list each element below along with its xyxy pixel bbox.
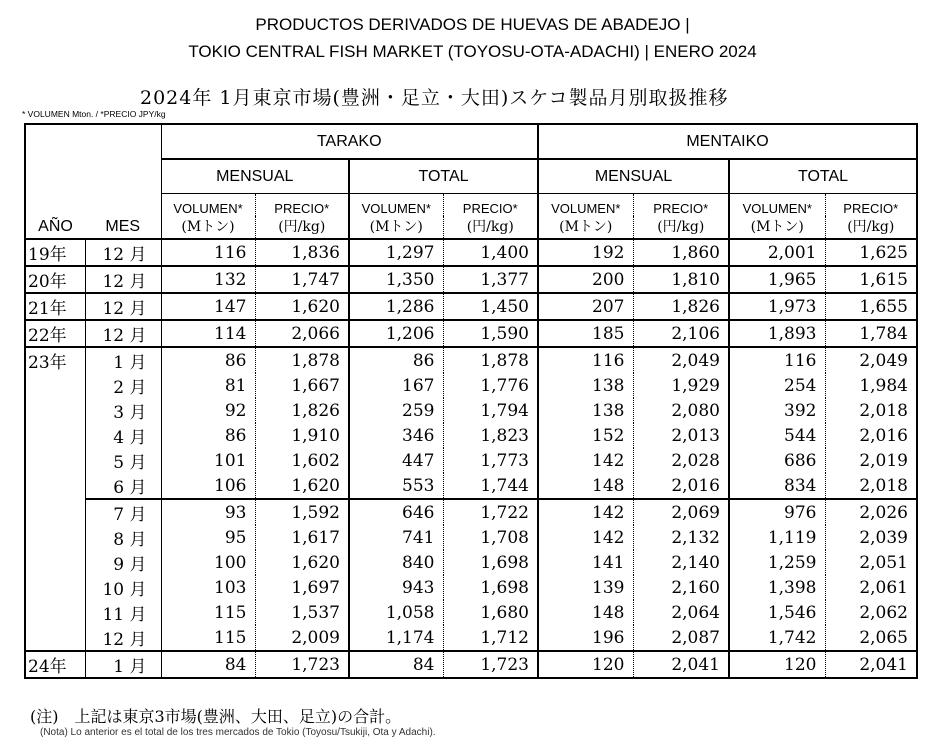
cell-t-m-vol: 95 bbox=[161, 525, 255, 550]
cell-t-t-pr: 1,794 bbox=[443, 398, 538, 423]
cell-t-t-vol: 741 bbox=[349, 525, 443, 550]
header-vol-unit: (Mトン) bbox=[161, 216, 255, 239]
cell-year bbox=[25, 373, 85, 398]
cell-t-t-vol: 346 bbox=[349, 423, 443, 448]
cell-t-t-vol: 447 bbox=[349, 448, 443, 473]
cell-t-m-vol: 101 bbox=[161, 448, 255, 473]
table-row bbox=[25, 373, 917, 398]
cell-m-t-vol: 1,973 bbox=[729, 293, 825, 320]
cell-m-m-vol: 142 bbox=[538, 525, 633, 550]
header-mentaiko-total: TOTAL bbox=[729, 159, 917, 194]
header-volumen: VOLUMEN* bbox=[161, 194, 255, 217]
cell-year bbox=[25, 398, 85, 423]
cell-m-m-pr: 2,106 bbox=[633, 320, 729, 347]
header-vol-unit: (Mトン) bbox=[349, 216, 443, 239]
cell-m-m-pr: 2,160 bbox=[633, 575, 729, 600]
cell-t-m-vol: 86 bbox=[161, 423, 255, 448]
cell-m-t-vol: 120 bbox=[729, 651, 825, 678]
table-row bbox=[25, 293, 917, 320]
cell-month: 9 月 bbox=[113, 555, 147, 575]
cell-m-m-vol: 148 bbox=[538, 473, 633, 499]
header-vol-unit: (Mトン) bbox=[538, 216, 633, 239]
cell-m-m-vol: 142 bbox=[538, 499, 633, 525]
title-line-1: PRODUCTOS DERIVADOS DE HUEVAS DE ABADEJO | bbox=[255, 15, 690, 34]
cell-m-t-vol: 392 bbox=[729, 398, 825, 423]
cell-t-m-vol: 93 bbox=[161, 499, 255, 525]
header-ano: AÑO bbox=[25, 124, 85, 239]
cell-t-m-vol: 84 bbox=[161, 651, 255, 678]
cell-m-t-vol: 1,119 bbox=[729, 525, 825, 550]
cell-month: 11 月 bbox=[102, 605, 147, 625]
cell-t-t-pr: 1,776 bbox=[443, 373, 538, 398]
cell-t-m-pr: 1,620 bbox=[255, 293, 349, 320]
cell-t-t-pr: 1,680 bbox=[443, 600, 538, 625]
cell-m-m-pr: 2,016 bbox=[633, 473, 729, 499]
cell-t-m-vol: 100 bbox=[161, 550, 255, 575]
cell-m-t-vol: 1,398 bbox=[729, 575, 825, 600]
cell-m-t-vol: 834 bbox=[729, 473, 825, 499]
cell-t-m-pr: 1,723 bbox=[255, 651, 349, 678]
header-vol-unit: (Mトン) bbox=[729, 216, 825, 239]
cell-m-m-vol: 138 bbox=[538, 398, 633, 423]
cell-m-t-pr: 2,041 bbox=[825, 651, 917, 678]
cell-t-m-vol: 132 bbox=[161, 266, 255, 293]
cell-m-m-pr: 2,013 bbox=[633, 423, 729, 448]
cell-m-m-vol: 185 bbox=[538, 320, 633, 347]
table-row bbox=[25, 266, 917, 293]
title-line-2: TOKIO CENTRAL FISH MARKET (TOYOSU-OTA-ADACHI) | ENERO 2024 bbox=[188, 42, 757, 61]
cell-t-t-vol: 1,286 bbox=[349, 293, 443, 320]
cell-t-t-vol: 1,206 bbox=[349, 320, 443, 347]
cell-t-t-pr: 1,744 bbox=[443, 473, 538, 499]
cell-t-t-vol: 1,297 bbox=[349, 239, 443, 266]
table-row bbox=[25, 398, 917, 423]
cell-year: 19年 bbox=[25, 239, 85, 266]
cell-t-t-pr: 1,708 bbox=[443, 525, 538, 550]
table-row bbox=[25, 499, 917, 525]
cell-t-t-pr: 1,722 bbox=[443, 499, 538, 525]
japanese-title: 2024年 1月東京市場(豊洲・足立・大田)スケコ製品月別取扱推移 bbox=[140, 87, 729, 109]
table-row bbox=[25, 575, 917, 600]
header-mentaiko: MENTAIKO bbox=[538, 124, 917, 159]
cell-t-t-pr: 1,823 bbox=[443, 423, 538, 448]
cell-year bbox=[25, 448, 85, 473]
cell-m-t-pr: 2,062 bbox=[825, 600, 917, 625]
note-japanese: (注) 上記は東京3市場(豊洲、大田、足立)の合計。 bbox=[30, 707, 402, 726]
header-precio: PRECIO* bbox=[633, 194, 729, 217]
cell-m-m-pr: 1,929 bbox=[633, 373, 729, 398]
cell-t-t-pr: 1,723 bbox=[443, 651, 538, 678]
cell-month: 1 月 bbox=[113, 353, 147, 373]
cell-year bbox=[25, 525, 85, 550]
table-row bbox=[25, 600, 917, 625]
cell-m-m-vol: 139 bbox=[538, 575, 633, 600]
cell-month: 12 月 bbox=[85, 293, 161, 320]
cell-month: 12 月 bbox=[85, 239, 161, 266]
cell-month: 5 月 bbox=[113, 453, 147, 473]
cell-month: 8 月 bbox=[113, 530, 147, 550]
cell-t-t-vol: 167 bbox=[349, 373, 443, 398]
cell-m-m-pr: 2,064 bbox=[633, 600, 729, 625]
cell-month: 3 月 bbox=[113, 403, 147, 423]
cell-t-t-pr: 1,377 bbox=[443, 266, 538, 293]
cell-m-t-vol: 976 bbox=[729, 499, 825, 525]
header-volumen: VOLUMEN* bbox=[729, 194, 825, 217]
header-precio: PRECIO* bbox=[255, 194, 349, 217]
cell-m-t-vol: 1,546 bbox=[729, 600, 825, 625]
cell-m-t-pr: 2,039 bbox=[825, 525, 917, 550]
table-row bbox=[25, 448, 917, 473]
cell-t-t-vol: 553 bbox=[349, 473, 443, 499]
cell-m-t-pr: 2,018 bbox=[825, 473, 917, 499]
table-row bbox=[25, 423, 917, 448]
cell-year: 20年 bbox=[25, 266, 85, 293]
cell-t-t-vol: 943 bbox=[349, 575, 443, 600]
cell-m-t-pr: 1,625 bbox=[825, 239, 917, 266]
cell-t-t-pr: 1,698 bbox=[443, 550, 538, 575]
cell-t-m-pr: 1,620 bbox=[255, 550, 349, 575]
cell-m-t-vol: 1,742 bbox=[729, 625, 825, 651]
cell-month: 2 月 bbox=[113, 378, 147, 398]
cell-t-m-pr: 1,826 bbox=[255, 398, 349, 423]
cell-t-t-vol: 1,058 bbox=[349, 600, 443, 625]
cell-t-t-vol: 1,350 bbox=[349, 266, 443, 293]
cell-m-m-pr: 2,080 bbox=[633, 398, 729, 423]
table-row bbox=[25, 320, 917, 347]
cell-m-m-vol: 120 bbox=[538, 651, 633, 678]
cell-m-m-vol: 142 bbox=[538, 448, 633, 473]
cell-m-m-vol: 192 bbox=[538, 239, 633, 266]
cell-t-t-vol: 840 bbox=[349, 550, 443, 575]
cell-t-m-vol: 86 bbox=[161, 347, 255, 373]
cell-m-m-vol: 152 bbox=[538, 423, 633, 448]
cell-m-m-pr: 2,087 bbox=[633, 625, 729, 651]
cell-m-m-pr: 2,140 bbox=[633, 550, 729, 575]
header-volumen: VOLUMEN* bbox=[349, 194, 443, 217]
cell-m-t-pr: 1,984 bbox=[825, 373, 917, 398]
cell-m-t-pr: 2,051 bbox=[825, 550, 917, 575]
table-row bbox=[25, 473, 917, 499]
cell-t-m-pr: 1,747 bbox=[255, 266, 349, 293]
cell-t-t-vol: 86 bbox=[349, 347, 443, 373]
cell-m-t-vol: 686 bbox=[729, 448, 825, 473]
cell-t-m-pr: 1,878 bbox=[255, 347, 349, 373]
cell-m-m-vol: 207 bbox=[538, 293, 633, 320]
cell-t-m-pr: 1,592 bbox=[255, 499, 349, 525]
cell-m-t-pr: 2,018 bbox=[825, 398, 917, 423]
header-mentaiko-mensual: MENSUAL bbox=[538, 159, 729, 194]
header-tarako-mensual: MENSUAL bbox=[161, 159, 349, 194]
cell-t-m-pr: 1,836 bbox=[255, 239, 349, 266]
cell-m-m-pr: 2,069 bbox=[633, 499, 729, 525]
cell-t-m-pr: 1,617 bbox=[255, 525, 349, 550]
cell-m-t-pr: 2,019 bbox=[825, 448, 917, 473]
cell-m-t-pr: 2,065 bbox=[825, 625, 917, 651]
cell-year bbox=[25, 600, 85, 625]
cell-t-t-vol: 646 bbox=[349, 499, 443, 525]
cell-year bbox=[25, 499, 85, 525]
data-table bbox=[24, 123, 918, 679]
header-price-unit: (円/kg) bbox=[443, 216, 538, 239]
cell-t-m-vol: 92 bbox=[161, 398, 255, 423]
cell-m-t-vol: 254 bbox=[729, 373, 825, 398]
cell-t-m-vol: 103 bbox=[161, 575, 255, 600]
cell-t-m-pr: 1,667 bbox=[255, 373, 349, 398]
cell-t-t-vol: 1,174 bbox=[349, 625, 443, 651]
cell-year bbox=[25, 473, 85, 499]
header-volumen: VOLUMEN* bbox=[538, 194, 633, 217]
cell-t-m-pr: 1,697 bbox=[255, 575, 349, 600]
cell-t-m-vol: 106 bbox=[161, 473, 255, 499]
cell-year: 23年 bbox=[25, 347, 85, 373]
cell-m-t-pr: 2,026 bbox=[825, 499, 917, 525]
cell-m-m-vol: 141 bbox=[538, 550, 633, 575]
cell-t-m-pr: 1,602 bbox=[255, 448, 349, 473]
cell-m-t-pr: 1,615 bbox=[825, 266, 917, 293]
cell-year bbox=[25, 550, 85, 575]
cell-m-t-vol: 544 bbox=[729, 423, 825, 448]
header-tarako: TARAKO bbox=[161, 124, 538, 159]
header-price-unit: (円/kg) bbox=[825, 216, 917, 239]
header-precio: PRECIO* bbox=[443, 194, 538, 217]
cell-t-m-pr: 2,009 bbox=[255, 625, 349, 651]
cell-t-m-pr: 1,537 bbox=[255, 600, 349, 625]
cell-t-m-pr: 1,910 bbox=[255, 423, 349, 448]
cell-m-m-pr: 1,860 bbox=[633, 239, 729, 266]
table-body bbox=[25, 239, 917, 678]
cell-t-m-vol: 115 bbox=[161, 625, 255, 651]
cell-t-m-vol: 147 bbox=[161, 293, 255, 320]
cell-t-t-pr: 1,712 bbox=[443, 625, 538, 651]
cell-m-m-pr: 1,810 bbox=[633, 266, 729, 293]
cell-month: 4 月 bbox=[113, 428, 147, 448]
cell-m-t-vol: 1,893 bbox=[729, 320, 825, 347]
cell-m-t-vol: 1,259 bbox=[729, 550, 825, 575]
cell-m-t-pr: 2,016 bbox=[825, 423, 917, 448]
cell-t-m-pr: 1,620 bbox=[255, 473, 349, 499]
cell-m-t-vol: 1,965 bbox=[729, 266, 825, 293]
cell-year bbox=[25, 625, 85, 651]
cell-t-m-vol: 81 bbox=[161, 373, 255, 398]
cell-m-m-vol: 138 bbox=[538, 373, 633, 398]
cell-t-m-vol: 115 bbox=[161, 600, 255, 625]
cell-m-m-pr: 2,132 bbox=[633, 525, 729, 550]
cell-t-t-vol: 259 bbox=[349, 398, 443, 423]
cell-t-m-vol: 114 bbox=[161, 320, 255, 347]
cell-year bbox=[25, 575, 85, 600]
cell-month: 6 月 bbox=[85, 473, 161, 499]
cell-m-t-pr: 2,061 bbox=[825, 575, 917, 600]
cell-month: 7 月 bbox=[113, 505, 147, 525]
cell-m-m-vol: 148 bbox=[538, 600, 633, 625]
header-price-unit: (円/kg) bbox=[633, 216, 729, 239]
cell-t-m-pr: 2,066 bbox=[255, 320, 349, 347]
cell-t-t-pr: 1,400 bbox=[443, 239, 538, 266]
cell-month: 10 月 bbox=[102, 580, 147, 600]
cell-month: 12 月 bbox=[85, 266, 161, 293]
header-price-unit: (円/kg) bbox=[255, 216, 349, 239]
cell-month: 1 月 bbox=[85, 651, 161, 678]
table-row bbox=[25, 239, 917, 266]
cell-month: 12 月 bbox=[85, 320, 161, 347]
note-spanish: (Nota) Lo anterior es el total de los tres mercados de Tokio (Toyosu/Tsukiji, Ota y Adachi). bbox=[40, 727, 436, 738]
cell-m-t-pr: 1,655 bbox=[825, 293, 917, 320]
header-mes: MES bbox=[85, 124, 161, 239]
cell-year bbox=[25, 423, 85, 448]
cell-month: 12 月 bbox=[85, 625, 161, 651]
table-row bbox=[25, 625, 917, 651]
cell-m-t-vol: 116 bbox=[729, 347, 825, 373]
cell-m-m-pr: 2,041 bbox=[633, 651, 729, 678]
table-row bbox=[25, 347, 917, 373]
cell-t-t-pr: 1,878 bbox=[443, 347, 538, 373]
header-precio: PRECIO* bbox=[825, 194, 917, 217]
cell-m-t-pr: 2,049 bbox=[825, 347, 917, 373]
cell-t-m-vol: 116 bbox=[161, 239, 255, 266]
cell-m-m-pr: 1,826 bbox=[633, 293, 729, 320]
cell-year: 22年 bbox=[25, 320, 85, 347]
header-tarako-total: TOTAL bbox=[349, 159, 538, 194]
table-row bbox=[25, 525, 917, 550]
cell-m-m-vol: 200 bbox=[538, 266, 633, 293]
cell-year: 21年 bbox=[25, 293, 85, 320]
cell-m-m-vol: 196 bbox=[538, 625, 633, 651]
cell-m-t-pr: 1,784 bbox=[825, 320, 917, 347]
cell-t-t-pr: 1,590 bbox=[443, 320, 538, 347]
cell-year: 24年 bbox=[25, 651, 85, 678]
cell-t-t-pr: 1,698 bbox=[443, 575, 538, 600]
cell-m-m-pr: 2,049 bbox=[633, 347, 729, 373]
units-note: * VOLUMEN Mton. / *PRECIO JPY/kg bbox=[22, 109, 166, 119]
cell-t-t-pr: 1,450 bbox=[443, 293, 538, 320]
table-row bbox=[25, 651, 917, 678]
cell-m-t-vol: 2,001 bbox=[729, 239, 825, 266]
cell-m-m-pr: 2,028 bbox=[633, 448, 729, 473]
cell-m-m-vol: 116 bbox=[538, 347, 633, 373]
cell-t-t-pr: 1,773 bbox=[443, 448, 538, 473]
cell-t-t-vol: 84 bbox=[349, 651, 443, 678]
table-row bbox=[25, 550, 917, 575]
